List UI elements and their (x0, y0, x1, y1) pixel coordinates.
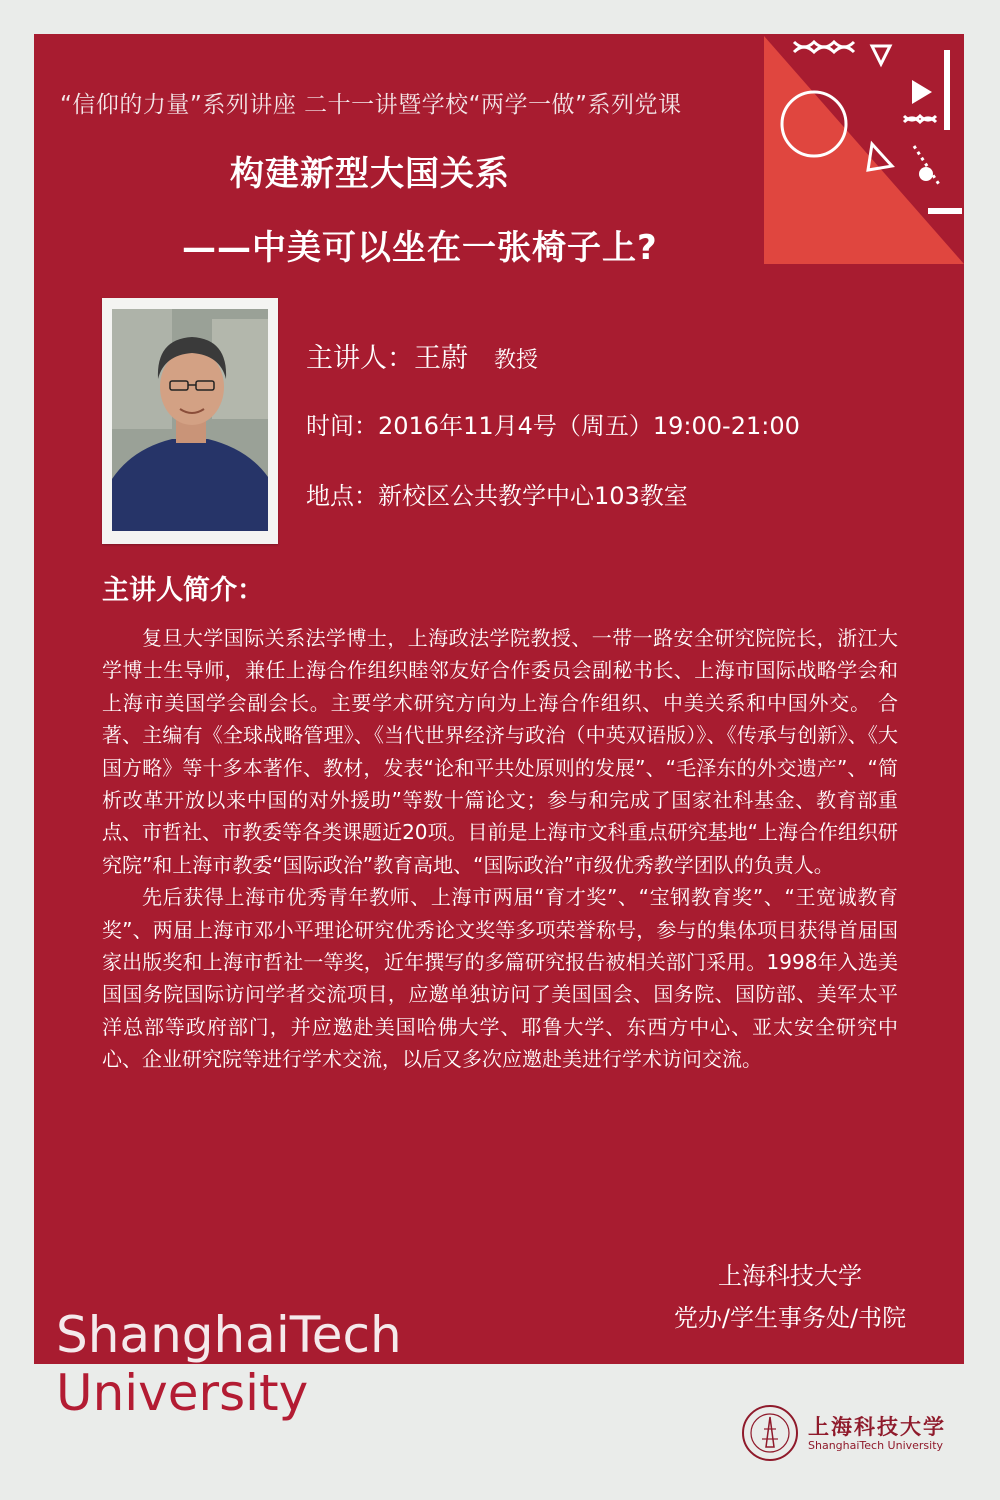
bio-paragraph: 复旦大学国际关系法学博士，上海政法学院教授、一带一路安全研究院院长，浙江大学博士生导师，兼任上海合作组织睦邻友好合作委员会副秘书长、上海市国际战略学会和上海市美国学会副会长。主要学术研究方向为上海合作组织、中美关系和中国外交。 合著、主编有《全球战略管理》、《当代世界经济与政治（中英双语版）》、《传承与创新》、《大国方略》等十多本著作、教材，发表“论和平共处原则的发展”、“毛泽东的外交遗产”、“简析改革开放以来中国的对外援助”等数十篇论文；参与和完成了国家社科基金、教育部重点、市哲社、市教委等各类课题近20项。目前是上海市文科重点研究基地“上海合作组织研究院”和上海市教委“国际政治”教育高地、“国际政治”市级优秀教学团队的负责人。 (102, 626, 898, 877)
speaker-biography (102, 622, 898, 1076)
logo-name-chinese: 上海科技大学 (808, 1414, 946, 1439)
speaker-portrait-illustration (112, 309, 268, 531)
speaker-title: 教授 (494, 348, 539, 373)
organizer-departments: 党办/学生事务处/书院 (673, 1304, 907, 1332)
speaker-photo (112, 309, 268, 531)
intro-heading: 主讲人简介： (102, 575, 264, 606)
dot-icon (919, 167, 933, 181)
triangle-outline-icon (872, 46, 890, 64)
event-location: 地点：新校区公共教学中心103教室 (306, 482, 688, 510)
university-seal-icon (740, 1403, 800, 1463)
bar-icon (944, 50, 950, 130)
series-subtitle: “信仰的力量”系列讲座 二十一讲暨学校“两学一做”系列党课 (60, 92, 682, 118)
bio-paragraph: 先后获得上海市优秀青年教师、上海市两届“育才奖”、“宝钢教育奖”、“王宽诚教育奖”、两届上海市邓小平理论研究优秀论文奖等多项荣誉称号，参与的集体项目获得首届国家出版奖和上海市哲社一等奖，近年撰写的多篇研究报告被相关部门采用。1998年入选美国国务院国际访问学者交流项目，应邀单独访问了美国国会、国务院、国防部、美军太平洋总部等政府部门，并应邀赴美国哈佛大学、耶鲁大学、东西方中心、亚太安全研究中心、企业研究院等进行学术交流，以后又多次应邀赴美进行学术访问交流。 (102, 885, 898, 1072)
university-logo (740, 1403, 970, 1463)
dash-icon (928, 208, 962, 214)
speaker-photo-frame (102, 298, 278, 544)
organizer-university: 上海科技大学 (718, 1262, 862, 1290)
logo-name-english: ShanghaiTech University (808, 1439, 944, 1452)
speaker-name: 主讲人：王蔚 (306, 343, 468, 374)
decorative-corner-graphic (764, 36, 964, 264)
lecture-title: 构建新型大国关系 (230, 154, 510, 194)
speaker-line (306, 336, 538, 375)
play-triangle-icon (912, 80, 932, 104)
brand-wordmark-line2: University (56, 1364, 309, 1422)
event-time: 时间：2016年11月4号（周五）19:00-21:00 (306, 412, 800, 440)
brand-wordmark-line1: ShanghaiTech (56, 1306, 402, 1364)
lecture-subtitle: ——中美可以坐在一张椅子上? (182, 228, 658, 268)
